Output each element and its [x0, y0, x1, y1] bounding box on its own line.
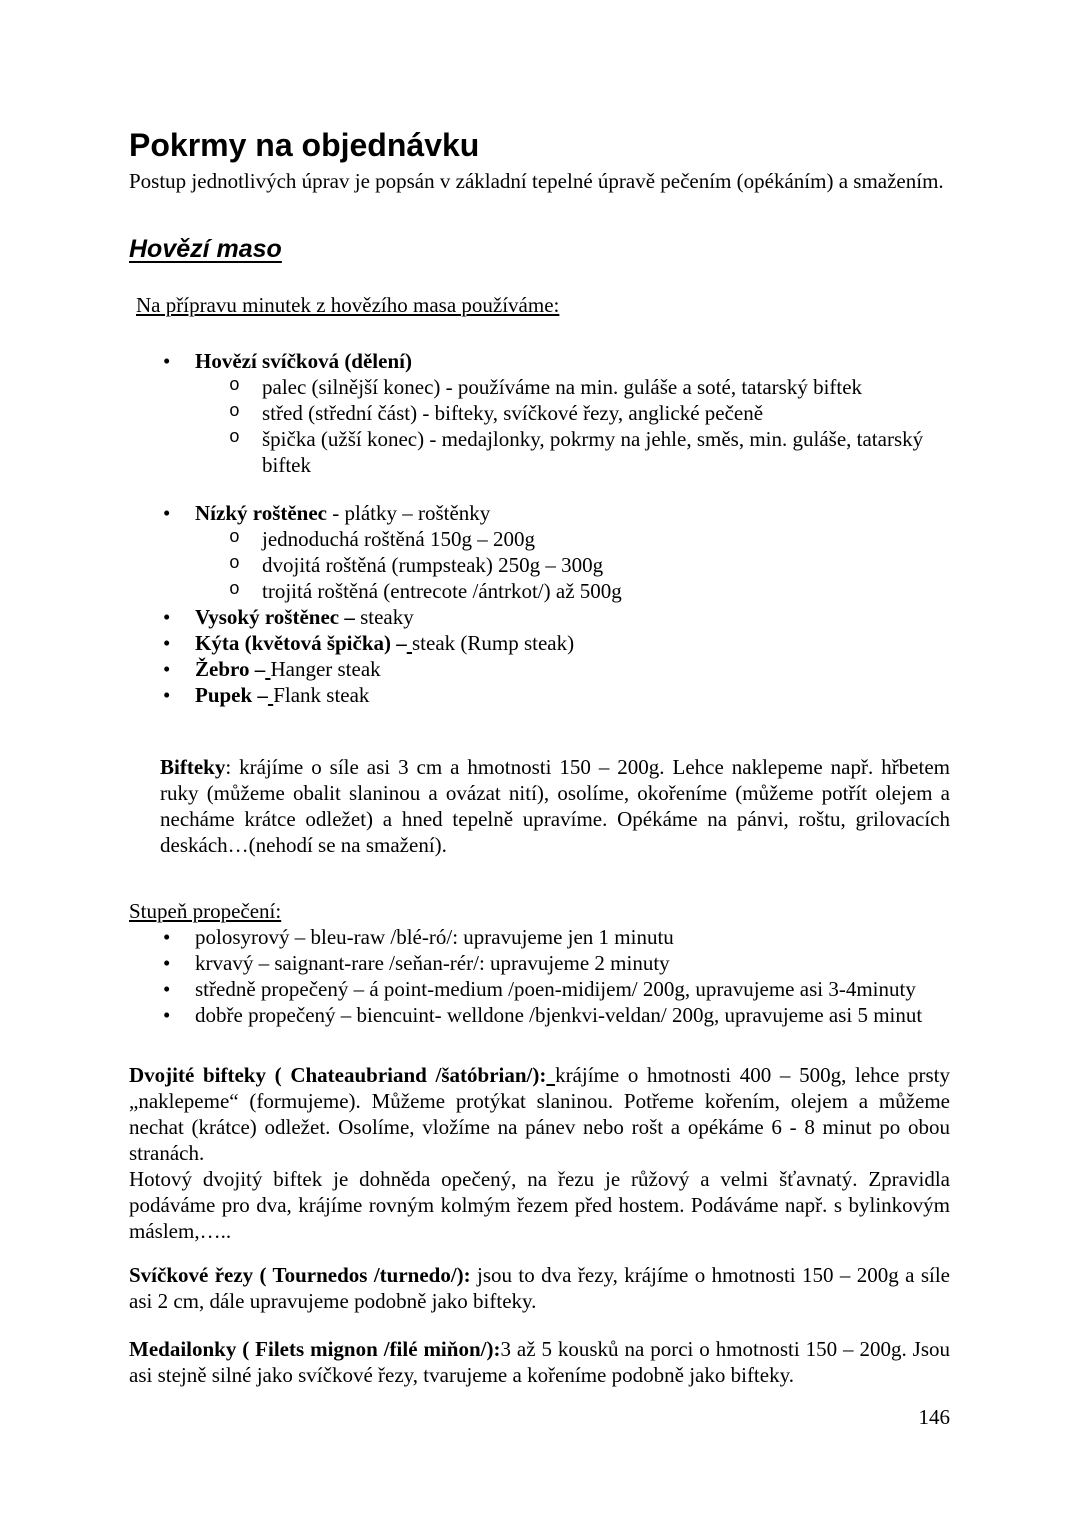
sub-bullet-icon: o	[229, 580, 240, 600]
list-lead-line: Na přípravu minutek z hovězího masa používáme:	[136, 293, 560, 317]
list-item-text: - plátky – roštěnky	[327, 501, 491, 525]
page-number: 146	[918, 1405, 950, 1429]
svickove-rezy-text: jsou to dva řezy, krájíme o hmotnosti 150 – 200g a síle asi 2 cm, dále upravujeme podobně jako bifteky.	[129, 1263, 950, 1313]
sub-list-item-text: palec (silnější konec) - používáme na min. guláše a soté, tatarský biftek	[262, 375, 863, 399]
list-item	[129, 500, 950, 526]
doneness-list	[129, 924, 950, 1028]
dvojite-bifteky-term: Dvojité bifteky ( Chateaubriand /šatóbrian/):	[129, 1063, 547, 1087]
bifteky-term: Bifteky	[160, 755, 226, 779]
bullet-icon: •	[163, 683, 171, 707]
list-item	[129, 348, 950, 374]
sub-bullet-icon: o	[229, 376, 240, 396]
list-item-text: dobře propečený – biencuint- welldone /bjenkvi-veldan/ 200g, upravujeme asi 5 minut	[195, 1003, 923, 1027]
bifteky-text: : krájíme o síle asi 3 cm a hmotnosti 150 – 200g. Lehce naklepeme např. hřbetem ruky (můžeme obalit slaninou a ovázat nití), osolíme, okořeníme (můžeme potřít olejem a necháme krátce odležet) a hned tepelně upravíme. Opékáme na pánvi, roštu, grilovacích deskách…(nehodí se na smažení).	[160, 755, 950, 857]
list-item-text: steaky	[354, 605, 414, 629]
list-item	[129, 924, 950, 950]
sub-bullet-icon: o	[229, 402, 240, 422]
sub-bullet-icon: o	[229, 554, 240, 574]
sub-list-item-text: dvojitá roštěná (rumpsteak) 250g – 300g	[262, 553, 604, 577]
bullet-icon: •	[163, 349, 171, 373]
list-item	[129, 950, 950, 976]
list-item-label: Nízký roštěnec	[195, 501, 327, 525]
sub-list-item-text: trojitá roštěná (entrecote /ántrkot/) až 500g	[262, 579, 622, 603]
list-item-text: steak (Rump steak)	[412, 631, 575, 655]
list-item-text: polosyrový – bleu-raw /blé-ró/: upravujeme jen 1 minutu	[195, 925, 674, 949]
bullet-icon: •	[163, 925, 171, 949]
list-item-label: Pupek –	[195, 683, 268, 707]
medailonky-paragraph	[129, 1336, 950, 1388]
svickove-rezy-term: Svíčkové řezy ( Tournedos /turnedo/):	[129, 1263, 471, 1287]
list-item-text: středně propečený – á point-medium /poen-midijem/ 200g, upravujeme asi 3-4minuty	[195, 977, 916, 1001]
sub-list-item-text: jednoduchá roštěná 150g – 200g	[262, 527, 535, 551]
list-item-text: krvavý – saignant-rare /seňan-rér/: upravujeme 2 minuty	[195, 951, 670, 975]
list-item-label: Kýta (květová špička) –	[195, 631, 407, 655]
bullet-icon: •	[163, 501, 171, 525]
medailonky-text: 3 až 5 kousků na porci o hmotnosti 150 – 200g. Jsou asi stejně silné jako svíčkové řezy, tvarujeme a kořeníme podobně jako bifteky.	[129, 1337, 950, 1387]
svickove-rezy-paragraph	[129, 1262, 950, 1314]
doneness-heading: Stupeň propečení:	[129, 899, 282, 923]
dvojite-bifteky-paragraph-2: Hotový dvojitý biftek je dohněda opečený, na řezu je růžový a velmi šťavnatý. Zpravidla podáváme pro dva, krájíme rovným kolmým řezem před hostem. Podáváme např. s bylinkovým máslem,…..	[129, 1167, 950, 1243]
bullet-icon: •	[163, 657, 171, 681]
list-item	[129, 656, 950, 682]
cuts-list	[129, 348, 950, 708]
list-item	[129, 976, 950, 1002]
intro-paragraph: Postup jednotlivých úprav je popsán v základní tepelné úpravě pečením (opékáním) a smažením.	[129, 169, 944, 193]
sub-bullet-icon: o	[229, 528, 240, 548]
bullet-icon: •	[163, 605, 171, 629]
bifteky-paragraph	[160, 754, 950, 858]
section-heading-text: Hovězí maso	[129, 235, 282, 263]
bullet-icon: •	[163, 977, 171, 1001]
dvojite-bifteky-text: krájíme o hmotnosti 400 – 500g, lehce prsty „naklepeme“ (formujeme). Můžeme protýkat slaninou. Potřeme kořením, olejem a můžeme nechat (krátce) odležet. Osolíme, vložíme na pánev nebo rošt a opékáme 6 - 8 minut po obou stranách.	[129, 1063, 950, 1165]
sub-list-item	[129, 374, 950, 400]
list-item	[129, 604, 950, 630]
dvojite-bifteky-paragraph	[129, 1062, 950, 1166]
list-item-text: Hanger steak	[270, 657, 381, 681]
section-heading	[129, 234, 950, 264]
page-title: Pokrmy na objednávku	[129, 127, 480, 163]
bullet-icon: •	[163, 951, 171, 975]
sub-list-item	[129, 526, 950, 552]
bullet-icon: •	[163, 1003, 171, 1027]
list-item-label: Žebro –	[195, 657, 266, 681]
list-item-label: Hovězí svíčková (dělení)	[195, 349, 412, 373]
list-item	[129, 630, 950, 656]
medailonky-term: Medailonky ( Filets mignon /filé miňon/):	[129, 1337, 501, 1361]
underlined-space	[546, 1063, 555, 1087]
list-item	[129, 1002, 950, 1028]
list-item-text: Flank steak	[273, 683, 370, 707]
sub-list-item-text: střed (střední část) - bifteky, svíčkové řezy, anglické pečeně	[262, 401, 764, 425]
sub-list-item	[129, 400, 950, 426]
sub-list-item	[129, 578, 950, 604]
sub-list-item-text: špička (užší konec) - medajlonky, pokrmy na jehle, směs, min. guláše, tatarský biftek	[262, 427, 924, 477]
bullet-icon: •	[163, 631, 171, 655]
sub-list-item	[129, 426, 950, 478]
sub-bullet-icon: o	[229, 428, 240, 448]
list-item-label: Vysoký roštěnec –	[195, 605, 355, 629]
sub-list-item	[129, 552, 950, 578]
list-item	[129, 682, 950, 708]
